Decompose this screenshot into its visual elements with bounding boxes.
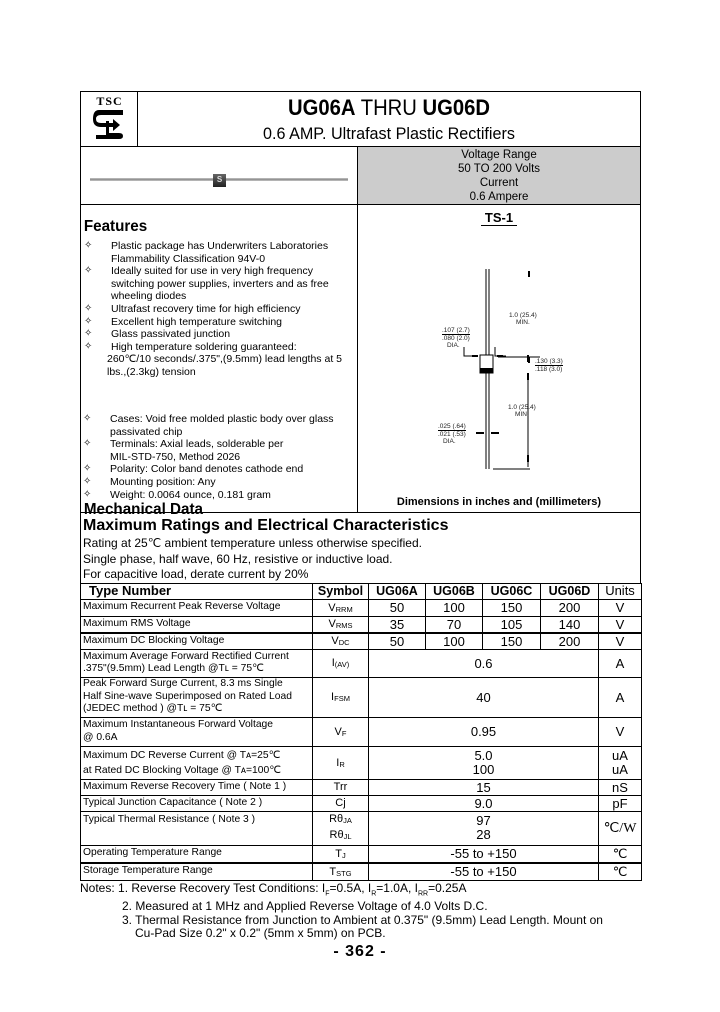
diode-photo [81,147,358,204]
ratings-section [80,513,641,583]
body-length-dim: .130 (3.3) .118 (3.0) [535,358,563,373]
voltage-range-label: Voltage Range [461,149,537,161]
col-symbol: Symbol [313,583,369,599]
rating-note-3: For capacitive load, derate current by 20% [83,567,309,581]
company-logo [81,92,138,147]
diode-body: S [213,174,226,187]
features-list [81,240,358,379]
table-row: Maximum Average Forward Rectified Current .375"(9.5mm) Lead Length @Tʟ = 75℃ $I_{(AV)}$ 0.6 A [81,649,642,677]
page-title: UG06A THRU UG06D [287,95,491,120]
bullet-icon: ✧ [84,302,93,314]
wire-dia-dim: .025 (.64) .021 (.53) DIA. [438,423,466,445]
col-ug06d: UG06D [541,583,599,599]
page-subtitle: 0.6 AMP. Ultrafast Plastic Rectifiers [263,124,515,143]
bullet-icon: ✧ [83,438,92,450]
rating-note-1: Rating at 25℃ ambient temperature unless otherwise specified. [83,536,422,550]
rating-note-2: Single phase, half wave, 60 Hz, resistive or inductive load. [83,551,393,566]
table-row: Maximum Reverse Recovery Time ( Note 1 ) Trr 15 nS [81,779,642,795]
current-value: 0.6 Ampere [469,191,529,203]
bullet-icon: ✧ [84,240,93,251]
page-number: - 362 - [333,943,387,960]
bullet-icon: ✧ [84,265,93,277]
table-row: Peak Forward Surge Current, 8.3 ms Single Half Sine-wave Superimposed on Rated Load (JEDEC method ) @Tʟ = 75℃ $I_{FSM}$ 40 A [81,677,642,717]
mechanical-data-title: Mechanical Data [83,501,203,518]
col-type-number: Type Number [81,583,313,599]
table-row: Maximum DC Reverse Current @ Tᴀ=25℃ at Rated DC Blocking Voltage @ Tᴀ=100℃ $I_R$ 5.0 100 uA uA [81,746,642,779]
package-column [358,205,640,512]
ratings-title: Maximum Ratings and Electrical Characteristics [83,517,449,534]
dimensions-caption: Dimensions in inches and (millimeters) [396,496,602,508]
col-ug06b: UG06B [426,583,483,599]
bullet-icon: ✧ [83,488,92,500]
table-row: Maximum Recurrent Peak Reverse Voltage $V_{RRM}$ 50 100 150 200 V [81,599,642,616]
note-2: 2. Measured at 1 MHz and Applied Reverse Voltage of 4.0 Volts D.C. [122,899,488,914]
summary-ratings-box [358,147,640,204]
table-header-row [81,583,642,599]
voltage-range-value: 50 TO 200 Volts [457,163,541,175]
bullet-icon: ✧ [84,328,93,340]
package-outline-drawing [358,205,641,505]
mechanical-item: ✧ Weight: 0.0064 ounce, 0.181 gram [83,488,271,501]
bullet-icon: ✧ [83,463,92,475]
current-label: Current [479,177,519,189]
mechanical-item: ✧ Polarity: Color band denotes cathode end [83,463,304,476]
tsc-logo-icon [93,107,126,141]
bullet-icon: ✧ [83,413,92,424]
notes [80,882,641,941]
col-ug06c: UG06C [483,583,541,599]
col-ug06a: UG06A [369,583,426,599]
mechanical-item: ✧ Cases: Void free molded plastic body over glass passivated chip [83,413,334,438]
table-row: Typical Thermal Resistance ( Note 3 ) $R\theta_{JA}$ $R\theta_{JL}$ 97 28 ℃/W [81,811,642,845]
mechanical-item: ✧ Terminals: Axial leads, solderable per MIL-STD-750, Method 2026 [83,438,284,463]
ratings-table [80,583,642,881]
mechanical-data-list [80,413,357,501]
title-area [138,92,640,147]
bullet-icon: ✧ [84,340,93,352]
table-row: Maximum Instantaneous Forward Voltage @ 0.6A $V_F$ 0.95 V [81,717,642,746]
note-1: Notes: 1. Reverse Recovery Test Conditions: $I_F=0.5A$, $I_R=1.0A$, $I_{RR}=0.25A$ [80,880,467,897]
table-row: Maximum RMS Voltage $V_{RMS}$ 35 70 105 140 V [81,616,642,633]
summary-row [80,146,641,205]
feature-item: ✧ Ultrafast recovery time for high efficiency [84,302,301,315]
note-3-continued: Cu-Pad Size 0.2" x 0.2" (5mm x 5mm) on PCB. [135,926,386,941]
table-row: Typical Junction Capacitance ( Note 2 ) Cj 9.0 pF [81,795,642,811]
table-row: Storage Temperature Range $T_{STG}$ -55 to +150 ℃ [81,863,642,881]
note-3: 3. Thermal Resistance from Junction to Ambient at 0.375" (9.5mm) Lead Length. Mount on [122,912,603,927]
mechanical-item: ✧ Mounting position: Any [83,475,216,488]
bullet-icon: ✧ [83,475,92,487]
feature-item: ✧ High temperature soldering guaranteed: 260℃/10 seconds/.375",(9.5mm) lead lengths at 5 lbs.,(2.3kg) tension [84,340,342,378]
table-row: Maximum DC Blocking Voltage $V_{DC}$ 50 100 150 200 V [81,633,642,650]
features-title: Features [83,218,148,235]
top-lead-length-dim: 1.0 (25.4) MIN. [509,312,537,326]
datasheet-page [80,91,641,941]
lead-dia-dim: .107 (2.7) .080 (2.0) DIA. [442,327,470,349]
package-title: TS-1 [358,209,640,227]
feature-item: ✧ Excellent high temperature switching [84,315,283,328]
col-units: Units [599,583,642,599]
feature-item: ✧ Glass passivated junction [84,328,231,341]
feature-item: ✧ Ideally suited for use in very high frequency switching power supplies, inverters and as free wheeling diodes [84,265,329,303]
bullet-icon: ✧ [84,315,93,327]
feature-item: ✧ Plastic package has Underwriters Laboratories Flammability Classification 94V-0 [84,240,329,265]
table-row: Operating Temperature Range $T_J$ -55 to +150 ℃ [81,845,642,863]
logo-text: TSC [96,94,123,108]
header [80,91,641,146]
bottom-lead-length-dim: 1.0 (25.4) MIN. [508,404,536,418]
